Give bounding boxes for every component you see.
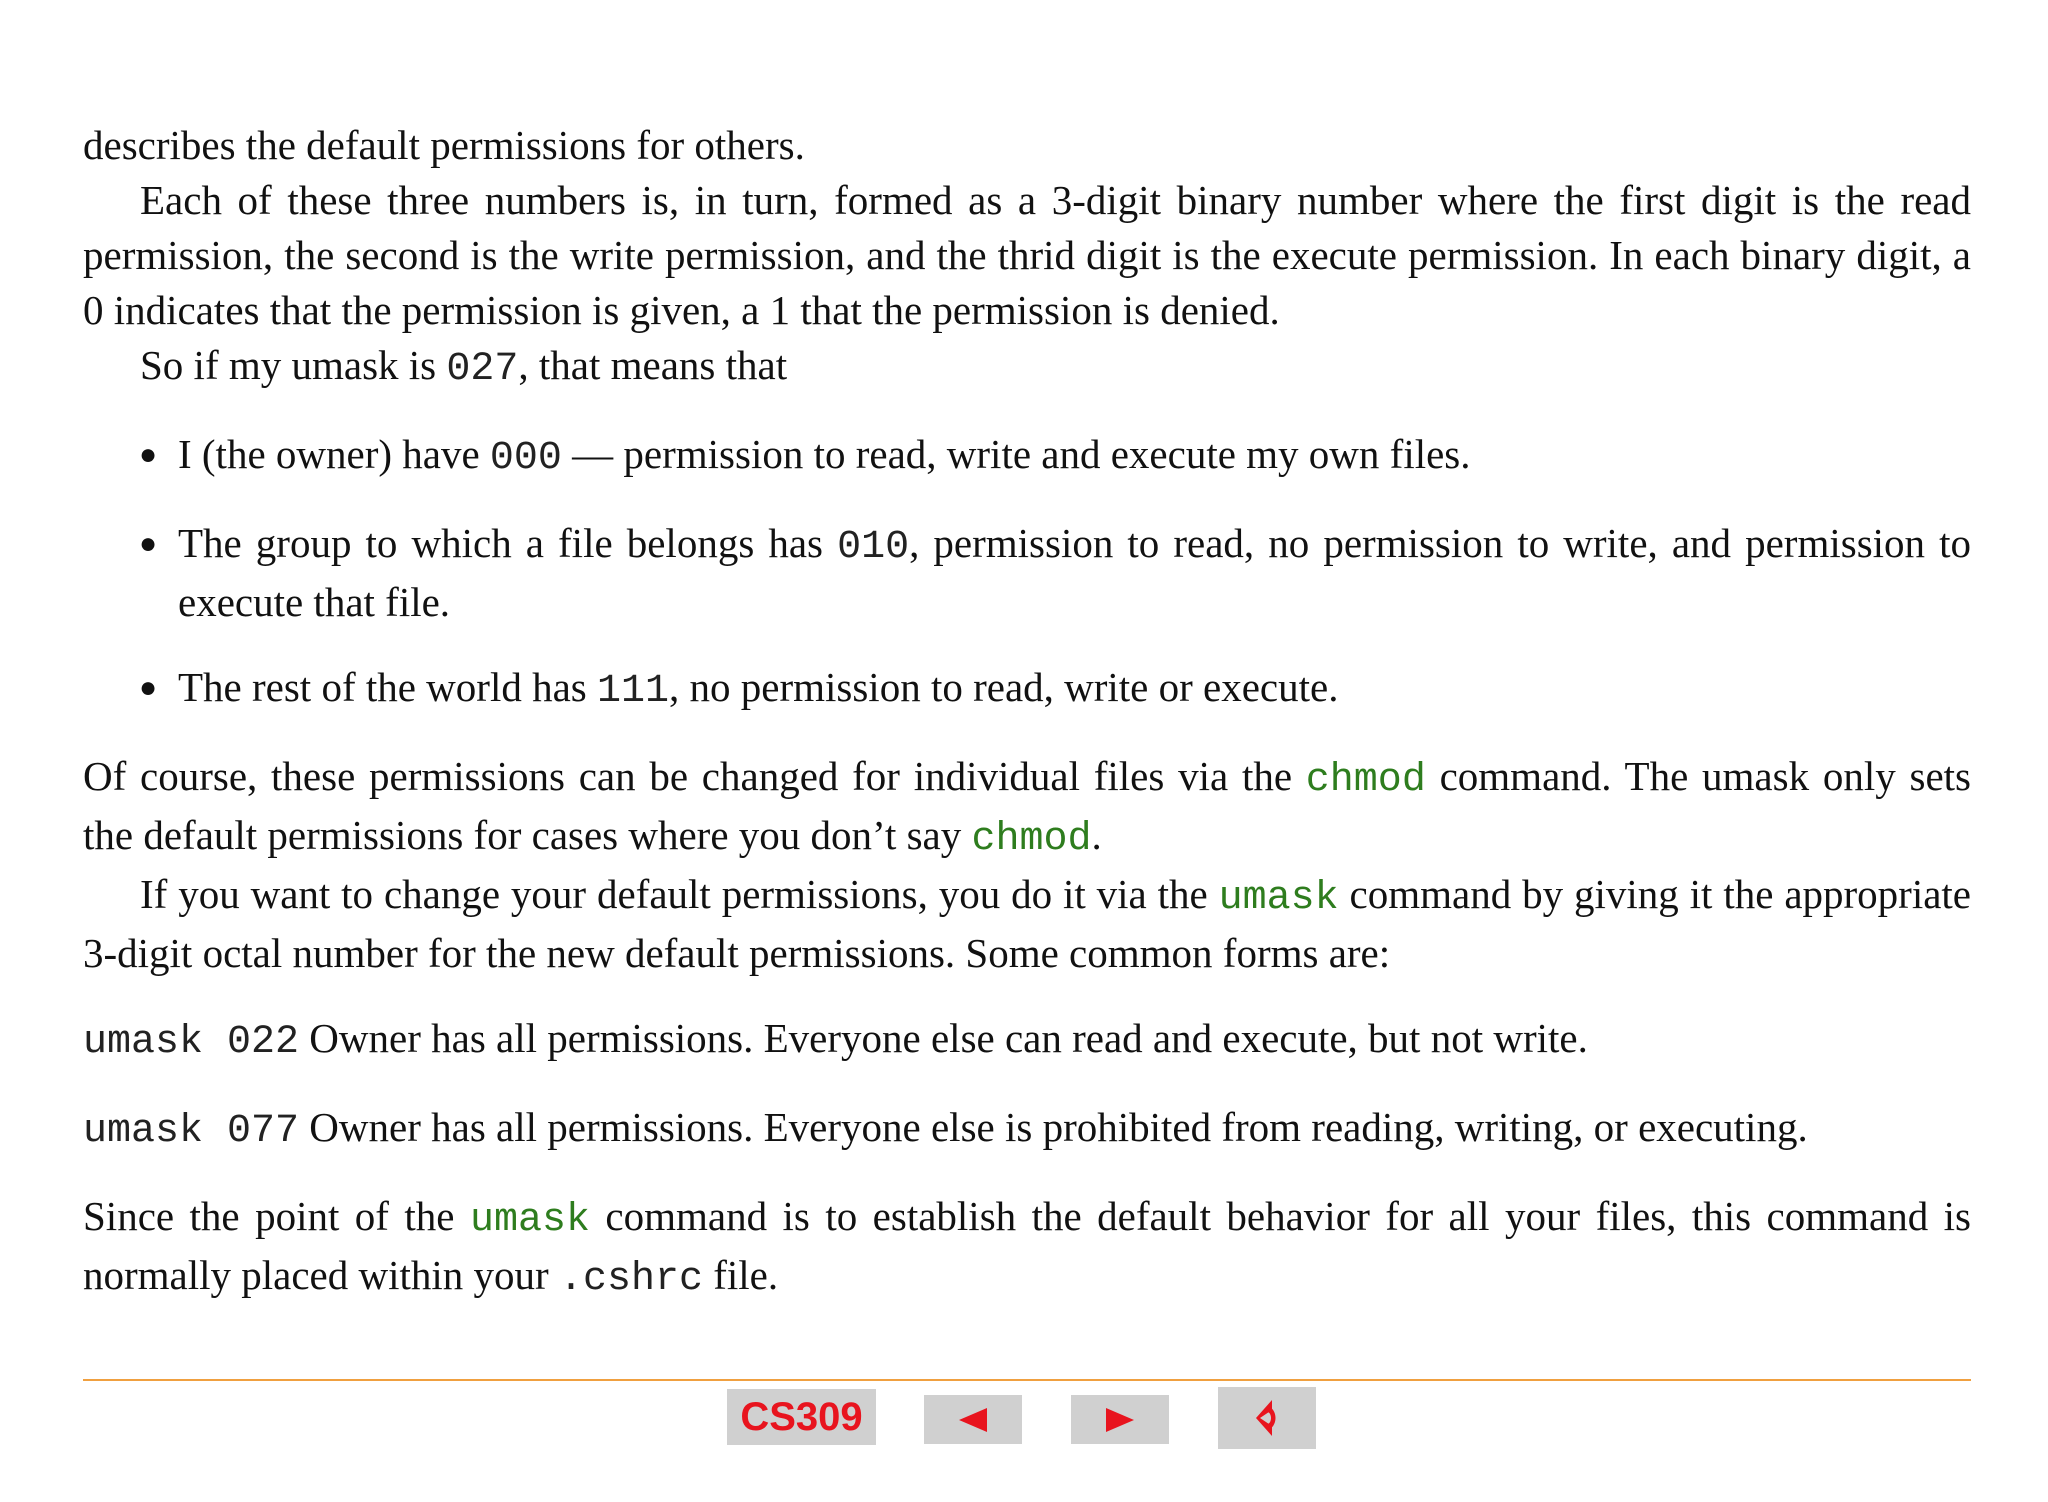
paragraph-4 — [83, 749, 1971, 867]
p5-text: If you want to change your default permissions, you do it via the — [140, 871, 1219, 917]
paragraph-6 — [83, 1189, 1971, 1307]
p4-text: Of course, these permissions can be changed for individual files via the — [83, 753, 1306, 799]
left-triangle-icon — [957, 1405, 989, 1435]
p6-text: file. — [702, 1252, 779, 1298]
list-item-text: , no permission to read, write or execute. — [669, 664, 1339, 710]
list-item — [83, 427, 1971, 486]
umask-code: umask — [469, 1198, 590, 1243]
course-label: CS309 — [740, 1394, 863, 1439]
definition-item — [83, 1100, 1971, 1159]
back-button[interactable] — [1218, 1387, 1316, 1449]
definition-desc: Owner has all permissions. Everyone else is prohibited from reading, writing, or executing. — [309, 1104, 1808, 1150]
list-item — [83, 660, 1971, 719]
list-item — [83, 516, 1971, 630]
chmod-code: chmod — [971, 817, 1092, 862]
paragraph-3 — [83, 338, 1971, 397]
umask-examples — [83, 1011, 1971, 1159]
back-arrow-icon — [1254, 1398, 1280, 1438]
permission-list — [83, 427, 1971, 719]
paragraph-5 — [83, 867, 1971, 981]
next-page-button[interactable] — [1071, 1395, 1169, 1444]
p6-text: Since the point of the — [83, 1193, 470, 1239]
chmod-code: chmod — [1305, 758, 1426, 803]
p3-text-before: So if my umask is — [140, 342, 447, 388]
list-item-text: The rest of the world has — [178, 664, 597, 710]
bullet-icon: ● — [139, 438, 158, 471]
paragraph-2: Each of these three numbers is, in turn, formed as a 3-digit binary number where the first digit is the read permission, the second is the write permission, and the thrid digit is the execute permission. In each binary digit, a 0 indicates that the permission is given, a 1 that the permission is denied. — [83, 177, 1971, 333]
definition-desc: Owner has all permissions. Everyone else can read and execute, but not write. — [309, 1015, 1588, 1061]
p4-text: . — [1091, 812, 1102, 858]
p6-text: command is to establish the default behavior for all your files, this command is normally placed within your — [83, 1193, 1972, 1298]
list-item-code: 111 — [597, 669, 670, 714]
right-triangle-icon — [1104, 1405, 1136, 1435]
bullet-icon: ● — [139, 671, 158, 704]
definition-item — [83, 1011, 1971, 1070]
p3-text-after: , that means that — [518, 342, 788, 388]
list-item-code: 000 — [489, 436, 562, 481]
cshrc-code: .cshrc — [558, 1257, 703, 1302]
definition-term: umask 077 — [83, 1109, 300, 1154]
previous-page-button[interactable] — [924, 1395, 1022, 1444]
list-item-text: The group to which a file belongs has — [178, 520, 838, 566]
footer-rule — [83, 1379, 1971, 1381]
list-item-text: — permission to read, write and execute my own files. — [561, 431, 1471, 477]
document-body — [83, 118, 1971, 1307]
course-home-button[interactable] — [727, 1389, 876, 1445]
list-item-text: I (the owner) have — [178, 431, 490, 477]
bullet-icon: ● — [139, 527, 158, 560]
list-item-code: 010 — [837, 525, 910, 570]
umask-code: umask — [1218, 876, 1339, 921]
p4-text: command. The umask only sets the default permissions for cases where you don’t say — [83, 753, 1971, 858]
list-item-text: , permission to read, no permission to write, and permission to execute that file. — [178, 520, 1972, 625]
p3-code: 027 — [446, 347, 519, 392]
paragraph-1: describes the default permissions for others. — [83, 122, 805, 168]
p5-text: command by giving it the appropriate 3-digit octal number for the new default permissions. Some common forms are: — [83, 871, 1971, 976]
definition-term: umask 022 — [83, 1020, 300, 1065]
